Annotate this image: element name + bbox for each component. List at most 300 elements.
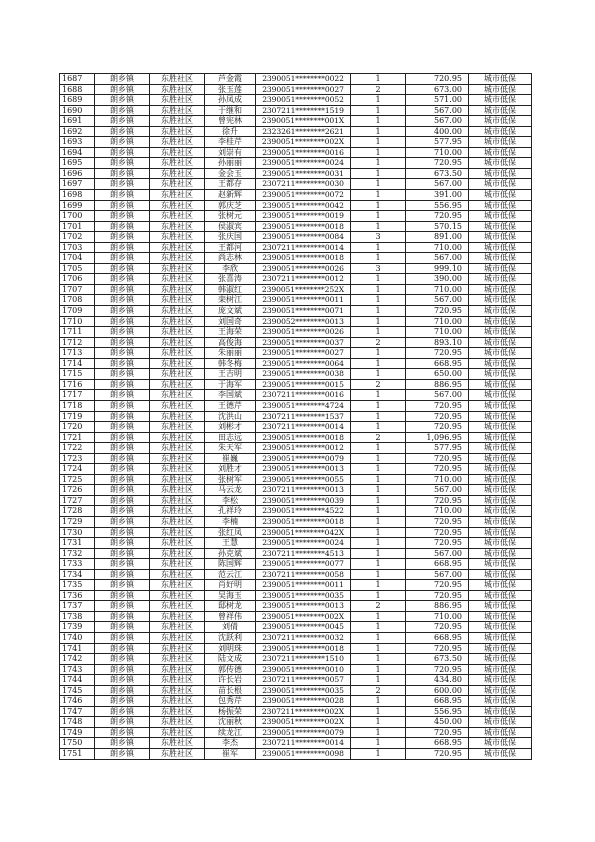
- serial-number-cell: 1730: [60, 527, 95, 538]
- community-cell: 东胜社区: [150, 664, 205, 675]
- town-cell: 朗乡镇: [95, 516, 150, 527]
- name-cell: 刘倩: [205, 622, 256, 633]
- id-number-cell: 2390051********0012: [256, 443, 351, 454]
- community-cell: 东胜社区: [150, 400, 205, 411]
- amount-cell: 567.00: [406, 390, 469, 401]
- community-cell: 东胜社区: [150, 253, 205, 264]
- id-number-cell: 2390051********0018: [256, 253, 351, 264]
- id-number-cell: 2390051********0031: [256, 168, 351, 179]
- name-cell: 张玉莲: [205, 84, 256, 95]
- id-number-cell: 2390051********0039: [256, 495, 351, 506]
- category-cell: 城市低保: [469, 601, 532, 612]
- name-cell: 王都河: [205, 242, 256, 253]
- town-cell: 朗乡镇: [95, 200, 150, 211]
- amount-cell: 710.00: [406, 474, 469, 485]
- amount-cell: 720.95: [406, 453, 469, 464]
- household-size-cell: 1: [351, 590, 406, 601]
- household-size-cell: 1: [351, 580, 406, 591]
- town-cell: 朗乡镇: [95, 696, 150, 707]
- amount-cell: 668.95: [406, 696, 469, 707]
- serial-number-cell: 1708: [60, 295, 95, 306]
- table-row: [60, 464, 532, 475]
- category-cell: 城市低保: [469, 221, 532, 232]
- id-number-cell: 2390051********0055: [256, 474, 351, 485]
- town-cell: 朗乡镇: [95, 506, 150, 517]
- table-row: [60, 263, 532, 274]
- table-row: [60, 611, 532, 622]
- name-cell: 沈洪山: [205, 411, 256, 422]
- household-size-cell: 1: [351, 390, 406, 401]
- amount-cell: 886.95: [406, 379, 469, 390]
- town-cell: 朗乡镇: [95, 738, 150, 749]
- amount-cell: 567.00: [406, 105, 469, 116]
- town-cell: 朗乡镇: [95, 284, 150, 295]
- table-row: [60, 632, 532, 643]
- household-size-cell: 1: [351, 727, 406, 738]
- id-number-cell: 2307211********1510: [256, 654, 351, 665]
- serial-number-cell: 1704: [60, 253, 95, 264]
- name-cell: 郭庆芝: [205, 200, 256, 211]
- household-size-cell: 1: [351, 749, 406, 760]
- name-cell: 刘彬才: [205, 422, 256, 433]
- serial-number-cell: 1721: [60, 432, 95, 443]
- amount-cell: 720.95: [406, 464, 469, 475]
- name-cell: 肖好明: [205, 580, 256, 591]
- amount-cell: 720.95: [406, 400, 469, 411]
- name-cell: 曾祥伟: [205, 611, 256, 622]
- town-cell: 朗乡镇: [95, 390, 150, 401]
- table-row: [60, 495, 532, 506]
- household-size-cell: 1: [351, 675, 406, 686]
- id-number-cell: 2390051********0027: [256, 84, 351, 95]
- serial-number-cell: 1689: [60, 95, 95, 106]
- id-number-cell: 2307211********4513: [256, 548, 351, 559]
- id-number-cell: 2390051********0084: [256, 232, 351, 243]
- household-size-cell: 1: [351, 369, 406, 380]
- table-row: [60, 474, 532, 485]
- serial-number-cell: 1731: [60, 538, 95, 549]
- category-cell: 城市低保: [469, 590, 532, 601]
- serial-number-cell: 1709: [60, 306, 95, 317]
- category-cell: 城市低保: [469, 559, 532, 570]
- id-number-cell: 2390051********0018: [256, 516, 351, 527]
- table-row: [60, 411, 532, 422]
- community-cell: 东胜社区: [150, 432, 205, 443]
- town-cell: 朗乡镇: [95, 95, 150, 106]
- name-cell: 金会玉: [205, 168, 256, 179]
- household-size-cell: 1: [351, 179, 406, 190]
- amount-cell: 720.95: [406, 727, 469, 738]
- name-cell: 许长岩: [205, 675, 256, 686]
- name-cell: 吴海玉: [205, 590, 256, 601]
- table-row: [60, 696, 532, 707]
- relief-roster-sheet: [59, 73, 532, 760]
- category-cell: 城市低保: [469, 432, 532, 443]
- town-cell: 朗乡镇: [95, 601, 150, 612]
- table-row: [60, 675, 532, 686]
- serial-number-cell: 1750: [60, 738, 95, 749]
- table-row: [60, 379, 532, 390]
- id-number-cell: 2390051********0064: [256, 358, 351, 369]
- id-number-cell: 2390051********0026: [256, 263, 351, 274]
- serial-number-cell: 1740: [60, 632, 95, 643]
- id-number-cell: 2390051********0016: [256, 147, 351, 158]
- town-cell: 朗乡镇: [95, 105, 150, 116]
- amount-cell: 668.95: [406, 559, 469, 570]
- household-size-cell: 1: [351, 548, 406, 559]
- amount-cell: 567.00: [406, 569, 469, 580]
- category-cell: 城市低保: [469, 168, 532, 179]
- community-cell: 东胜社区: [150, 95, 205, 106]
- id-number-cell: 2307211********0016: [256, 390, 351, 401]
- town-cell: 朗乡镇: [95, 538, 150, 549]
- category-cell: 城市低保: [469, 675, 532, 686]
- town-cell: 朗乡镇: [95, 274, 150, 285]
- name-cell: 范云江: [205, 569, 256, 580]
- household-size-cell: 1: [351, 327, 406, 338]
- community-cell: 东胜社区: [150, 158, 205, 169]
- id-number-cell: 2390051********252X: [256, 284, 351, 295]
- name-cell: 沈跃利: [205, 632, 256, 643]
- name-cell: 栾树江: [205, 295, 256, 306]
- community-cell: 东胜社区: [150, 590, 205, 601]
- id-number-cell: 2390051********002X: [256, 717, 351, 728]
- amount-cell: 577.95: [406, 443, 469, 454]
- town-cell: 朗乡镇: [95, 485, 150, 496]
- amount-cell: 720.95: [406, 348, 469, 359]
- category-cell: 城市低保: [469, 685, 532, 696]
- town-cell: 朗乡镇: [95, 168, 150, 179]
- table-row: [60, 105, 532, 116]
- table-row: [60, 306, 532, 317]
- name-cell: 刘胜才: [205, 464, 256, 475]
- household-size-cell: 1: [351, 274, 406, 285]
- category-cell: 城市低保: [469, 211, 532, 222]
- category-cell: 城市低保: [469, 116, 532, 127]
- household-size-cell: 1: [351, 706, 406, 717]
- id-number-cell: 2390051********0079: [256, 453, 351, 464]
- name-cell: 孙丽丽: [205, 158, 256, 169]
- household-size-cell: 1: [351, 190, 406, 201]
- category-cell: 城市低保: [469, 632, 532, 643]
- table-row: [60, 327, 532, 338]
- household-size-cell: 1: [351, 516, 406, 527]
- serial-number-cell: 1746: [60, 696, 95, 707]
- town-cell: 朗乡镇: [95, 126, 150, 137]
- community-cell: 东胜社区: [150, 390, 205, 401]
- household-size-cell: 1: [351, 200, 406, 211]
- amount-cell: 720.95: [406, 622, 469, 633]
- community-cell: 东胜社区: [150, 464, 205, 475]
- amount-cell: 720.95: [406, 306, 469, 317]
- amount-cell: 434.80: [406, 675, 469, 686]
- town-cell: 朗乡镇: [95, 527, 150, 538]
- household-size-cell: 1: [351, 116, 406, 127]
- household-size-cell: 1: [351, 105, 406, 116]
- town-cell: 朗乡镇: [95, 717, 150, 728]
- community-cell: 东胜社区: [150, 211, 205, 222]
- category-cell: 城市低保: [469, 84, 532, 95]
- household-size-cell: 1: [351, 569, 406, 580]
- category-cell: 城市低保: [469, 274, 532, 285]
- table-row: [60, 664, 532, 675]
- household-size-cell: 2: [351, 337, 406, 348]
- category-cell: 城市低保: [469, 263, 532, 274]
- id-number-cell: 2390051********0010: [256, 664, 351, 675]
- town-cell: 朗乡镇: [95, 295, 150, 306]
- community-cell: 东胜社区: [150, 348, 205, 359]
- amount-cell: 720.95: [406, 211, 469, 222]
- table-row: [60, 116, 532, 127]
- amount-cell: 886.95: [406, 601, 469, 612]
- town-cell: 朗乡镇: [95, 158, 150, 169]
- category-cell: 城市低保: [469, 253, 532, 264]
- household-size-cell: 2: [351, 84, 406, 95]
- serial-number-cell: 1703: [60, 242, 95, 253]
- community-cell: 东胜社区: [150, 232, 205, 243]
- serial-number-cell: 1745: [60, 685, 95, 696]
- id-number-cell: 2390051********0022: [256, 74, 351, 85]
- household-size-cell: 1: [351, 158, 406, 169]
- category-cell: 城市低保: [469, 422, 532, 433]
- table-row: [60, 221, 532, 232]
- serial-number-cell: 1712: [60, 337, 95, 348]
- household-size-cell: 1: [351, 211, 406, 222]
- community-cell: 东胜社区: [150, 147, 205, 158]
- table-row: [60, 316, 532, 327]
- id-number-cell: 2307211********002X: [256, 706, 351, 717]
- community-cell: 东胜社区: [150, 611, 205, 622]
- household-size-cell: 1: [351, 485, 406, 496]
- name-cell: 陆文成: [205, 654, 256, 665]
- serial-number-cell: 1690: [60, 105, 95, 116]
- household-size-cell: 1: [351, 538, 406, 549]
- id-number-cell: 2390051********0018: [256, 643, 351, 654]
- id-number-cell: 2390051********0018: [256, 221, 351, 232]
- serial-number-cell: 1719: [60, 411, 95, 422]
- household-size-cell: 1: [351, 632, 406, 643]
- id-number-cell: 2390051********0072: [256, 190, 351, 201]
- table-row: [60, 168, 532, 179]
- category-cell: 城市低保: [469, 137, 532, 148]
- community-cell: 东胜社区: [150, 422, 205, 433]
- amount-cell: 720.95: [406, 590, 469, 601]
- community-cell: 东胜社区: [150, 559, 205, 570]
- amount-cell: 1,096.95: [406, 432, 469, 443]
- name-cell: 张庆国: [205, 232, 256, 243]
- name-cell: 王吉明: [205, 369, 256, 380]
- table-row: [60, 485, 532, 496]
- serial-number-cell: 1717: [60, 390, 95, 401]
- community-cell: 东胜社区: [150, 274, 205, 285]
- category-cell: 城市低保: [469, 453, 532, 464]
- household-size-cell: 1: [351, 622, 406, 633]
- category-cell: 城市低保: [469, 390, 532, 401]
- household-size-cell: 2: [351, 379, 406, 390]
- id-number-cell: 2390051********0077: [256, 559, 351, 570]
- serial-number-cell: 1700: [60, 211, 95, 222]
- community-cell: 东胜社区: [150, 696, 205, 707]
- amount-cell: 710.00: [406, 327, 469, 338]
- id-number-cell: 2390051********0035: [256, 590, 351, 601]
- serial-number-cell: 1695: [60, 158, 95, 169]
- town-cell: 朗乡镇: [95, 685, 150, 696]
- household-size-cell: 2: [351, 685, 406, 696]
- serial-number-cell: 1687: [60, 74, 95, 85]
- serial-number-cell: 1741: [60, 643, 95, 654]
- category-cell: 城市低保: [469, 242, 532, 253]
- serial-number-cell: 1724: [60, 464, 95, 475]
- amount-cell: 710.00: [406, 284, 469, 295]
- town-cell: 朗乡镇: [95, 453, 150, 464]
- community-cell: 东胜社区: [150, 654, 205, 665]
- name-cell: 张喜涛: [205, 274, 256, 285]
- table-row: [60, 337, 532, 348]
- table-row: [60, 84, 532, 95]
- category-cell: 城市低保: [469, 611, 532, 622]
- amount-cell: 720.95: [406, 643, 469, 654]
- community-cell: 东胜社区: [150, 306, 205, 317]
- name-cell: 庞文斌: [205, 306, 256, 317]
- household-size-cell: 1: [351, 443, 406, 454]
- community-cell: 东胜社区: [150, 316, 205, 327]
- table-row: [60, 538, 532, 549]
- town-cell: 朗乡镇: [95, 569, 150, 580]
- household-size-cell: 1: [351, 242, 406, 253]
- serial-number-cell: 1699: [60, 200, 95, 211]
- category-cell: 城市低保: [469, 738, 532, 749]
- name-cell: 王德芹: [205, 400, 256, 411]
- name-cell: 高俊海: [205, 337, 256, 348]
- id-number-cell: 2390051********001X: [256, 116, 351, 127]
- category-cell: 城市低保: [469, 654, 532, 665]
- category-cell: 城市低保: [469, 706, 532, 717]
- serial-number-cell: 1688: [60, 84, 95, 95]
- table-row: [60, 654, 532, 665]
- category-cell: 城市低保: [469, 643, 532, 654]
- category-cell: 城市低保: [469, 105, 532, 116]
- community-cell: 东胜社区: [150, 200, 205, 211]
- id-number-cell: 2390051********0024: [256, 538, 351, 549]
- id-number-cell: 2307211********0057: [256, 675, 351, 686]
- community-cell: 东胜社区: [150, 548, 205, 559]
- category-cell: 城市低保: [469, 358, 532, 369]
- table-row: [60, 443, 532, 454]
- town-cell: 朗乡镇: [95, 590, 150, 601]
- household-size-cell: 1: [351, 453, 406, 464]
- table-row: [60, 358, 532, 369]
- amount-cell: 710.00: [406, 242, 469, 253]
- category-cell: 城市低保: [469, 147, 532, 158]
- community-cell: 东胜社区: [150, 601, 205, 612]
- serial-number-cell: 1738: [60, 611, 95, 622]
- id-number-cell: 2307211********0014: [256, 242, 351, 253]
- serial-number-cell: 1735: [60, 580, 95, 591]
- name-cell: 田志远: [205, 432, 256, 443]
- id-number-cell: 2390051********0015: [256, 379, 351, 390]
- table-row: [60, 527, 532, 538]
- category-cell: 城市低保: [469, 316, 532, 327]
- name-cell: 朱天军: [205, 443, 256, 454]
- id-number-cell: 2390051********002X: [256, 137, 351, 148]
- id-number-cell: 2390051********002X: [256, 611, 351, 622]
- town-cell: 朗乡镇: [95, 611, 150, 622]
- id-number-cell: 2390051********0098: [256, 749, 351, 760]
- serial-number-cell: 1693: [60, 137, 95, 148]
- id-number-cell: 2307211********0013: [256, 485, 351, 496]
- community-cell: 东胜社区: [150, 190, 205, 201]
- table-row: [60, 295, 532, 306]
- community-cell: 东胜社区: [150, 411, 205, 422]
- amount-cell: 720.95: [406, 749, 469, 760]
- id-number-cell: 2390051********0018: [256, 432, 351, 443]
- table-row: [60, 422, 532, 433]
- name-cell: 李欣: [205, 263, 256, 274]
- community-cell: 东胜社区: [150, 569, 205, 580]
- community-cell: 东胜社区: [150, 622, 205, 633]
- town-cell: 朗乡镇: [95, 116, 150, 127]
- household-size-cell: 1: [351, 126, 406, 137]
- amount-cell: 999.10: [406, 263, 469, 274]
- category-cell: 城市低保: [469, 727, 532, 738]
- amount-cell: 556.95: [406, 200, 469, 211]
- category-cell: 城市低保: [469, 548, 532, 559]
- name-cell: 朱丽丽: [205, 348, 256, 359]
- relief-roster-table: [59, 73, 532, 760]
- table-row: [60, 190, 532, 201]
- id-number-cell: 2390051********0013: [256, 601, 351, 612]
- community-cell: 东胜社区: [150, 74, 205, 85]
- category-cell: 城市低保: [469, 443, 532, 454]
- roster-body: [60, 74, 532, 760]
- community-cell: 东胜社区: [150, 358, 205, 369]
- serial-number-cell: 1733: [60, 559, 95, 570]
- serial-number-cell: 1749: [60, 727, 95, 738]
- household-size-cell: 1: [351, 221, 406, 232]
- table-row: [60, 706, 532, 717]
- amount-cell: 567.00: [406, 548, 469, 559]
- name-cell: 刘崇有: [205, 147, 256, 158]
- amount-cell: 720.95: [406, 158, 469, 169]
- name-cell: 徐升: [205, 126, 256, 137]
- category-cell: 城市低保: [469, 327, 532, 338]
- amount-cell: 556.95: [406, 706, 469, 717]
- id-number-cell: 2390051********0011: [256, 580, 351, 591]
- amount-cell: 450.00: [406, 717, 469, 728]
- serial-number-cell: 1751: [60, 749, 95, 760]
- community-cell: 东胜社区: [150, 485, 205, 496]
- community-cell: 东胜社区: [150, 685, 205, 696]
- table-row: [60, 559, 532, 570]
- name-cell: 沈丽秋: [205, 717, 256, 728]
- name-cell: 李松: [205, 495, 256, 506]
- category-cell: 城市低保: [469, 749, 532, 760]
- serial-number-cell: 1736: [60, 590, 95, 601]
- town-cell: 朗乡镇: [95, 84, 150, 95]
- category-cell: 城市低保: [469, 411, 532, 422]
- town-cell: 朗乡镇: [95, 211, 150, 222]
- id-number-cell: 2390051********4522: [256, 506, 351, 517]
- serial-number-cell: 1706: [60, 274, 95, 285]
- serial-number-cell: 1737: [60, 601, 95, 612]
- amount-cell: 668.95: [406, 632, 469, 643]
- amount-cell: 673.00: [406, 84, 469, 95]
- amount-cell: 710.00: [406, 316, 469, 327]
- serial-number-cell: 1713: [60, 348, 95, 359]
- category-cell: 城市低保: [469, 179, 532, 190]
- town-cell: 朗乡镇: [95, 632, 150, 643]
- household-size-cell: 1: [351, 253, 406, 264]
